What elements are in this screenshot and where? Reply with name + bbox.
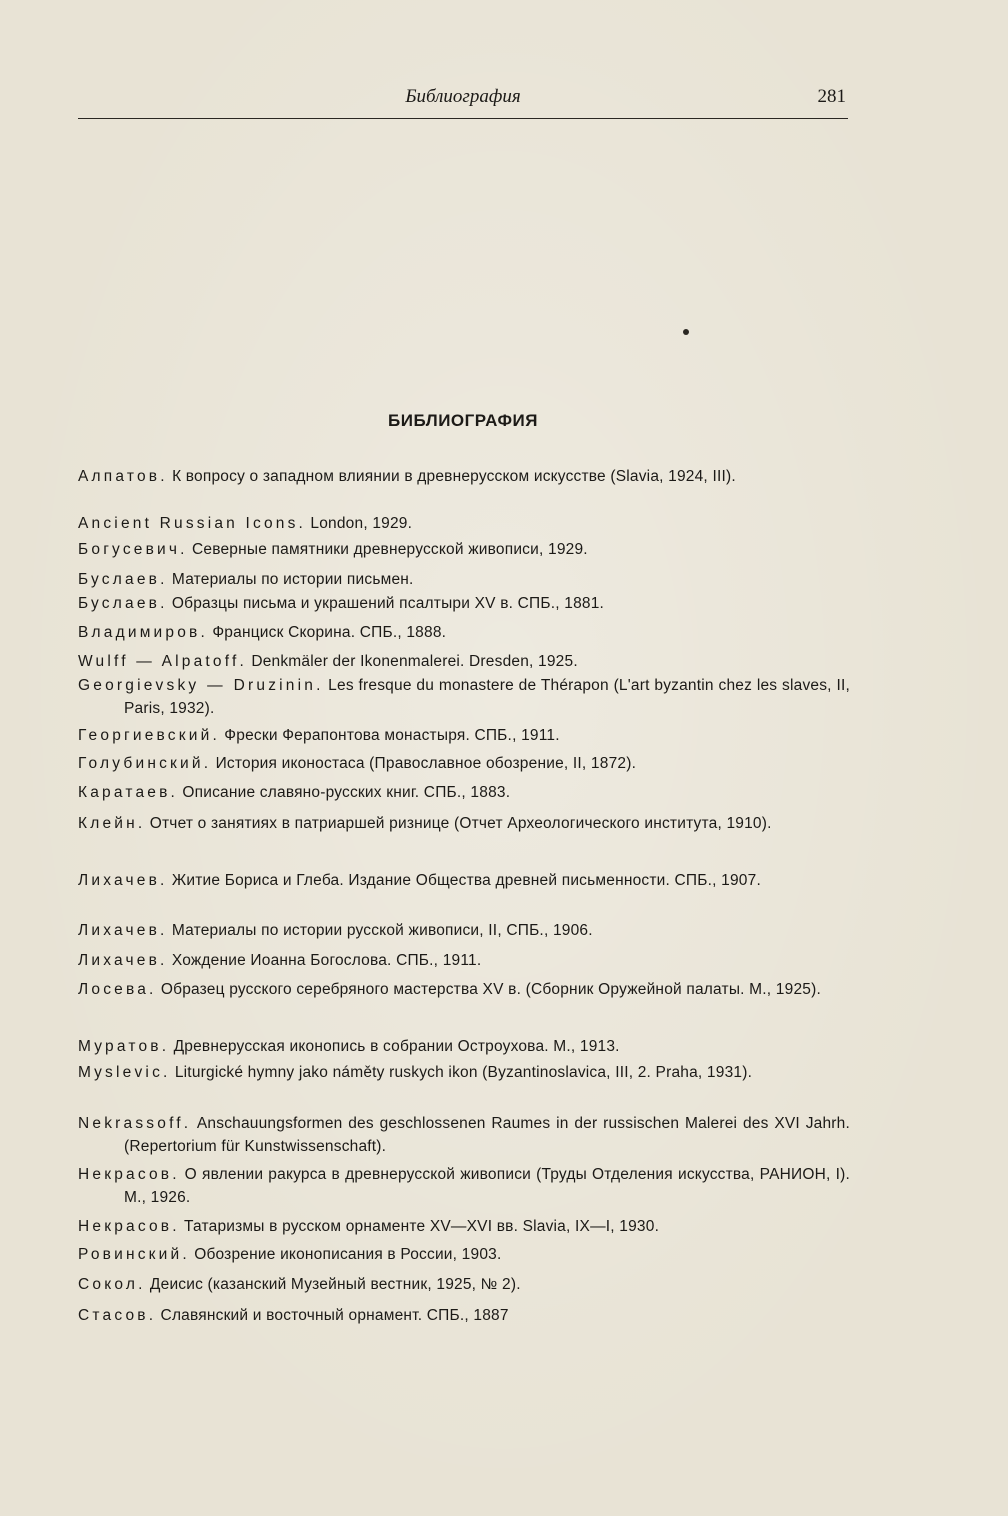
entry-author: Nekrassoff. (78, 1115, 192, 1132)
entry-work: London, 1929. (310, 515, 413, 532)
bibliography-entry (78, 621, 850, 644)
running-head (78, 86, 848, 116)
entry-author: Wulff — Alpatoff. (78, 653, 247, 670)
entry-work: Фрески Ферапонтова монастыря. СПБ., 1911. (224, 727, 560, 744)
entry-work: Les fresque du monastere de Thérapon (L'art byzantin chez les slaves, II, Paris, 1932). (124, 677, 850, 717)
bibliography-entry (78, 1061, 850, 1084)
bibliography-entry (78, 1163, 850, 1209)
entry-author: Стасов. (78, 1307, 157, 1324)
bibliography-entry (78, 538, 850, 561)
entry-work: Отчет о занятиях в патриаршей ризнице (Отчет Археологического института, 1910). (149, 815, 772, 832)
entry-work: Житие Бориса и Глеба. Издание Общества древней письменности. СПБ., 1907. (171, 872, 761, 889)
ink-speck (683, 329, 689, 335)
entry-work: К вопросу о западном влиянии в древнерусском искусстве (Slavia, 1924, III). (172, 468, 736, 485)
entry-work: Anschauungsformen des geschlossenen Raumes in der russischen Malerei des XVI Jahrh. (Repertorium für Kunstwissenschaft). (124, 1115, 850, 1155)
entry-author: Алпатов. (78, 468, 168, 485)
entry-work: Образцы письма и украшений псалтыри XV в. СПБ., 1881. (171, 595, 605, 612)
entry-author: Георгиевский. (78, 727, 220, 744)
entry-author: Муратов. (78, 1038, 170, 1055)
entry-work: Описание славяно-русских книг. СПБ., 1883. (182, 784, 511, 801)
entry-work: Славянский и восточный орнамент. СПБ., 1887 (160, 1307, 509, 1324)
entry-work: Древнерусская иконопись в собрании Остроухова. М., 1913. (173, 1038, 620, 1055)
entry-author: Голубинский. (78, 755, 212, 772)
entry-author: Клейн. (78, 815, 146, 832)
entry-author: Myslevic. (78, 1064, 171, 1081)
bibliography-entry (78, 1112, 850, 1158)
bibliography-entry (78, 949, 850, 972)
entry-work: Liturgické hymny jako náměty ruskych ikon (Byzantinoslavica, III, 2. Praha, 1931). (174, 1064, 753, 1081)
entry-author: Буслаев. (78, 571, 168, 588)
bibliography-entry (78, 650, 850, 673)
bibliography-entry (78, 512, 850, 535)
entry-author: Буслаев. (78, 595, 168, 612)
bibliography-entry (78, 1273, 850, 1296)
entry-work: Франциск Скорина. СПБ., 1888. (212, 624, 447, 641)
entry-author: Богусевич. (78, 541, 188, 558)
section-title: БИБЛИОГРАФИЯ (388, 411, 538, 430)
bibliography-entry (78, 592, 850, 615)
entry-work: Материалы по истории русской живописи, II, СПБ., 1906. (171, 922, 593, 939)
entry-author: Ancient Russian Icons. (78, 515, 307, 532)
entry-work: История иконостаса (Православное обозрение, II, 1872). (215, 755, 637, 772)
running-title: Библиография (405, 86, 521, 107)
entry-author: Лихачев. (78, 922, 168, 939)
bibliography-entry (78, 869, 850, 892)
entry-author: Лихачев. (78, 872, 168, 889)
entry-work: О явлении ракурса в древнерусской живописи (Труды Отделения искусства, РАНИОН, I). М., 1926. (124, 1166, 850, 1206)
bibliography-entry (78, 781, 850, 804)
entry-author: Владимиров. (78, 624, 209, 641)
bibliography-entry (78, 674, 850, 720)
bibliography-entry (78, 1215, 850, 1238)
entry-author: Некрасов. (78, 1166, 180, 1183)
entry-author: Некрасов. (78, 1218, 180, 1235)
entry-author: Georgievsky — Druzinin. (78, 677, 324, 694)
header-rule (78, 118, 848, 119)
bibliography-entry (78, 752, 850, 775)
bibliography-entry (78, 812, 850, 835)
entry-work: Образец русского серебряного мастерства XV в. (Сборник Оружейной палаты. М., 1925). (160, 981, 821, 998)
bibliography-entry (78, 1304, 850, 1327)
bibliography-entry (78, 1243, 850, 1266)
bibliography-entry (78, 978, 850, 1001)
entry-work: Обозрение иконописания в России, 1903. (194, 1246, 502, 1263)
page-number: 281 (817, 86, 846, 107)
bibliography-entry (78, 724, 850, 747)
entry-work: Хождение Иоанна Богослова. СПБ., 1911. (171, 952, 482, 969)
entry-work: Татаризмы в русском орнаменте XV—XVI вв. Slavia, IX—I, 1930. (184, 1218, 660, 1235)
bibliography-entry (78, 568, 850, 591)
entry-work: Деисис (казанский Музейный вестник, 1925, № 2). (149, 1276, 521, 1293)
bibliography-entry (78, 919, 850, 942)
entry-work: Северные памятники древнерусской живописи, 1929. (191, 541, 588, 558)
bibliography-entry (78, 1035, 850, 1058)
entry-author: Лосева. (78, 981, 157, 998)
entry-author: Ровинский. (78, 1246, 190, 1263)
bibliography-entry (78, 465, 850, 488)
entry-author: Сокол. (78, 1276, 146, 1293)
entry-work: Материалы по истории письмен. (171, 571, 414, 588)
entry-author: Лихачев. (78, 952, 168, 969)
entry-work: Denkmäler der Ikonenmalerei. Dresden, 1925. (251, 653, 578, 670)
entry-author: Каратаев. (78, 784, 179, 801)
